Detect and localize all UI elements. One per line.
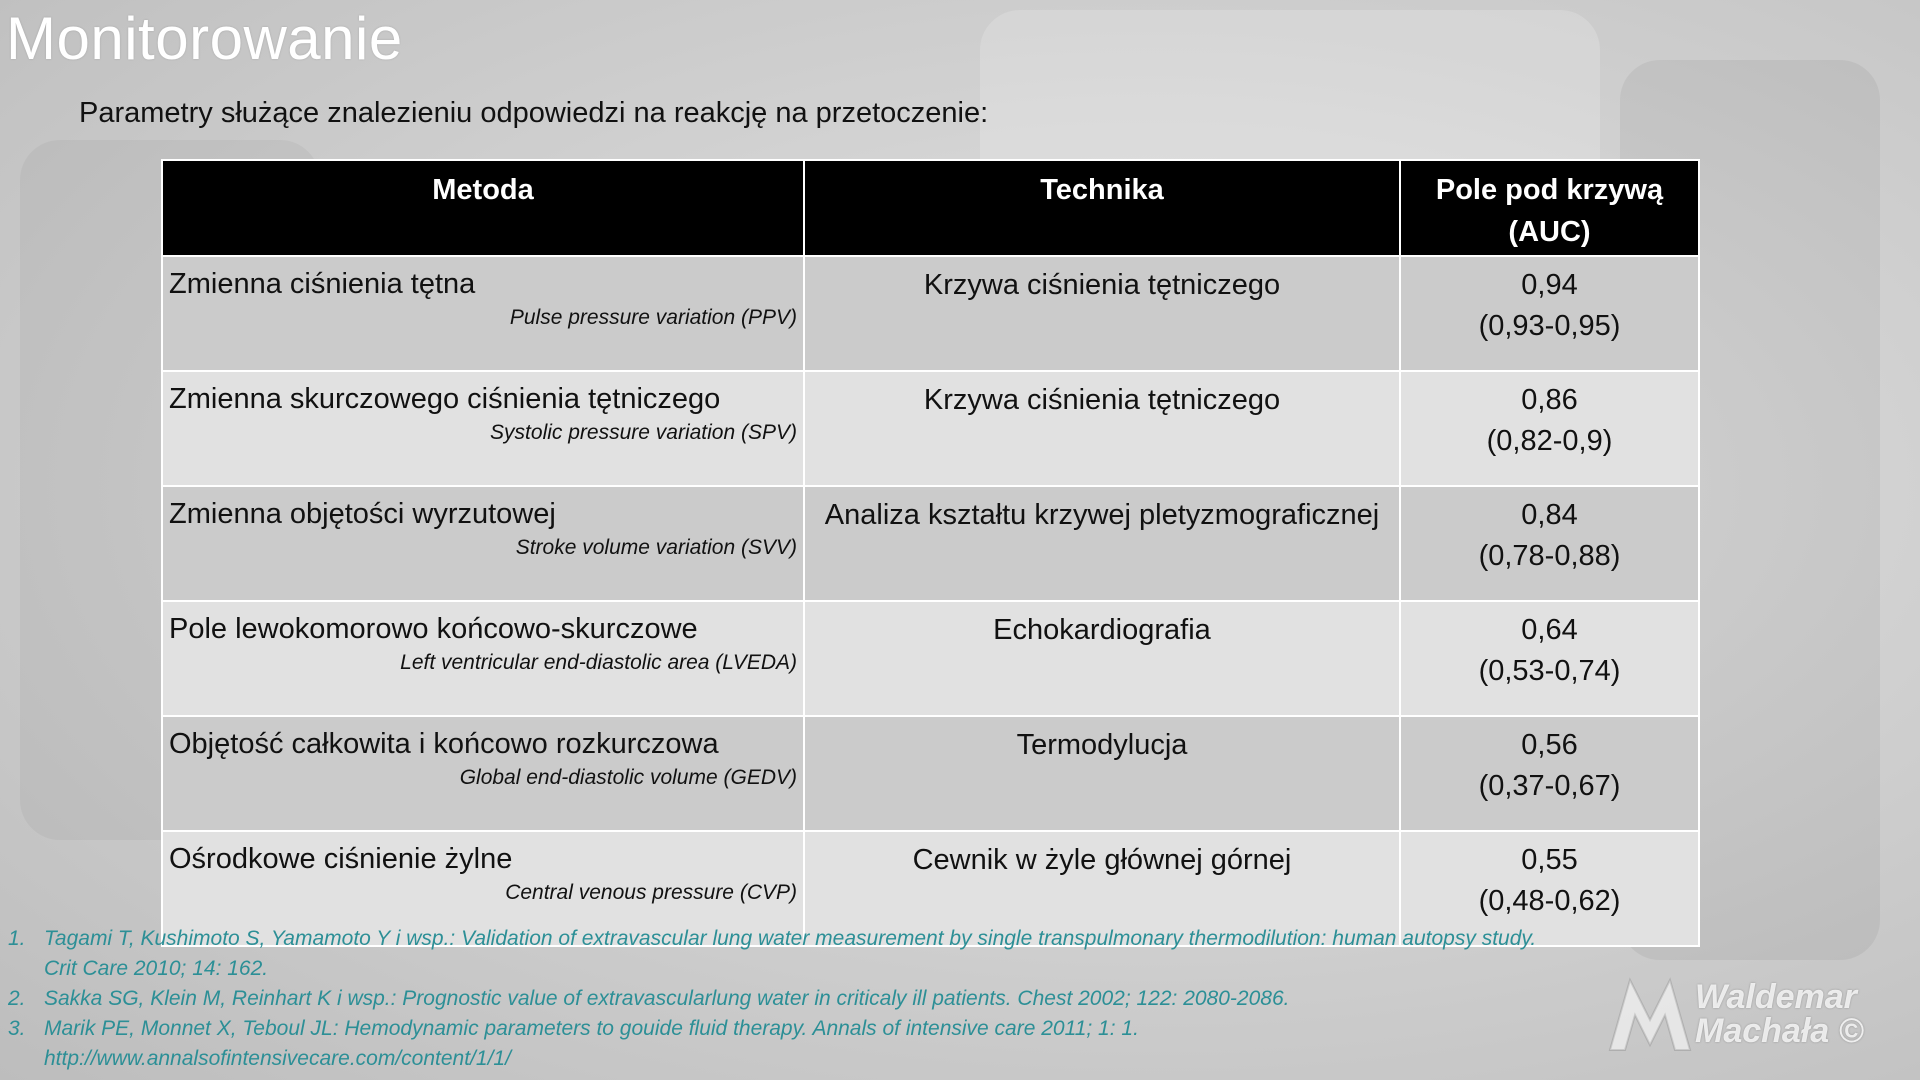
method-name: Zmienna ciśnienia tętna [169, 268, 476, 300]
reference-item [8, 924, 1568, 984]
reference-item [8, 984, 1568, 1014]
method-name: Zmienna skurczowego ciśnienia tętniczego [169, 383, 721, 415]
auc-value: 0,84 [1521, 499, 1578, 531]
table-row [162, 486, 1699, 601]
reference-text: Marik PE, Monnet X, Teboul JL: Hemodynamic parameters to gouide fluid therapy. Annals of intensive care 2011; 1: 1. http://www.annalsofintensivecare.com/content/1/1/ [44, 1017, 1139, 1070]
table-row [162, 601, 1699, 716]
method-name: Pole lewokomorowo końcowo-skurczowe [169, 613, 698, 645]
auc-confidence-interval: (0,78-0,88) [1478, 540, 1621, 572]
table-row [162, 256, 1699, 371]
header-auc: Pole pod krzywą (AUC) [1400, 160, 1699, 256]
technique-cell: Termodylucja [804, 716, 1400, 831]
auc-confidence-interval: (0,82-0,9) [1486, 425, 1613, 457]
references-list [8, 924, 1568, 1074]
logo-line-2: Machała © [1695, 1012, 1864, 1050]
reference-number: 1. [8, 927, 26, 950]
technique-cell: Krzywa ciśnienia tętniczego [804, 371, 1400, 486]
auc-cell [1400, 601, 1699, 716]
method-english-name: Pulse pressure variation (PPV) [509, 306, 797, 329]
method-name: Zmienna objętości wyrzutowej [169, 498, 556, 530]
auc-value: 0,64 [1521, 614, 1578, 646]
slide-subtitle: Parametry służące znalezieniu odpowiedzi na reakcję na przetoczenie: [79, 97, 989, 129]
auc-cell [1400, 716, 1699, 831]
author-logo [1605, 970, 1905, 1060]
method-name: Ośrodkowe ciśnienie żylne [169, 843, 513, 875]
reference-item [8, 1014, 1568, 1074]
table-header-row [162, 160, 1699, 256]
method-cell [162, 486, 804, 601]
logo-text [1695, 980, 1864, 1048]
method-english-name: Global end-diastolic volume (GEDV) [459, 766, 797, 789]
technique-cell: Echokardiografia [804, 601, 1400, 716]
slide-title: Monitorowanie [6, 5, 403, 72]
reference-text: Sakka SG, Klein M, Reinhart K i wsp.: Prognostic value of extravascularlung water in criticaly ill patients. Chest 2002; 122: 2080-2086. [44, 987, 1290, 1010]
technique-cell: Cewnik w żyle głównej górnej [804, 831, 1400, 946]
table-row [162, 371, 1699, 486]
auc-cell [1400, 486, 1699, 601]
auc-confidence-interval: (0,93-0,95) [1478, 310, 1621, 342]
method-english-name: Central venous pressure (CVP) [505, 881, 797, 904]
reference-text: Tagami T, Kushimoto S, Yamamoto Y i wsp.: Validation of extravascular lung water measurement by single transpulmonary thermodilution: human autopsy study. Crit Care 2010; 14: 162. [44, 927, 1537, 980]
method-cell [162, 371, 804, 486]
auc-value: 0,94 [1521, 269, 1578, 301]
auc-confidence-interval: (0,37-0,67) [1478, 770, 1621, 802]
method-english-name: Systolic pressure variation (SPV) [490, 421, 797, 444]
table-row [162, 716, 1699, 831]
auc-confidence-interval: (0,53-0,74) [1478, 655, 1621, 687]
reference-number: 2. [8, 987, 26, 1010]
auc-cell [1400, 256, 1699, 371]
reference-number: 3. [8, 1017, 26, 1040]
method-name: Objętość całkowita i końcowo rozkurczowa [169, 728, 719, 760]
header-method: Metoda [162, 160, 804, 256]
method-cell [162, 601, 804, 716]
technique-cell: Krzywa ciśnienia tętniczego [804, 256, 1400, 371]
auc-value: 0,55 [1521, 844, 1578, 876]
header-technique: Technika [804, 160, 1400, 256]
method-english-name: Left ventricular end-diastolic area (LVEDA) [400, 651, 797, 674]
auc-value: 0,56 [1521, 729, 1578, 761]
auc-cell [1400, 371, 1699, 486]
logo-line-1: Waldemar [1695, 978, 1857, 1016]
method-cell [162, 716, 804, 831]
auc-value: 0,86 [1521, 384, 1578, 416]
auc-table [161, 159, 1700, 947]
auc-confidence-interval: (0,48-0,62) [1478, 885, 1621, 917]
method-english-name: Stroke volume variation (SVV) [515, 536, 797, 559]
technique-cell: Analiza kształtu krzywej pletyzmograficznej [804, 486, 1400, 601]
method-cell [162, 256, 804, 371]
